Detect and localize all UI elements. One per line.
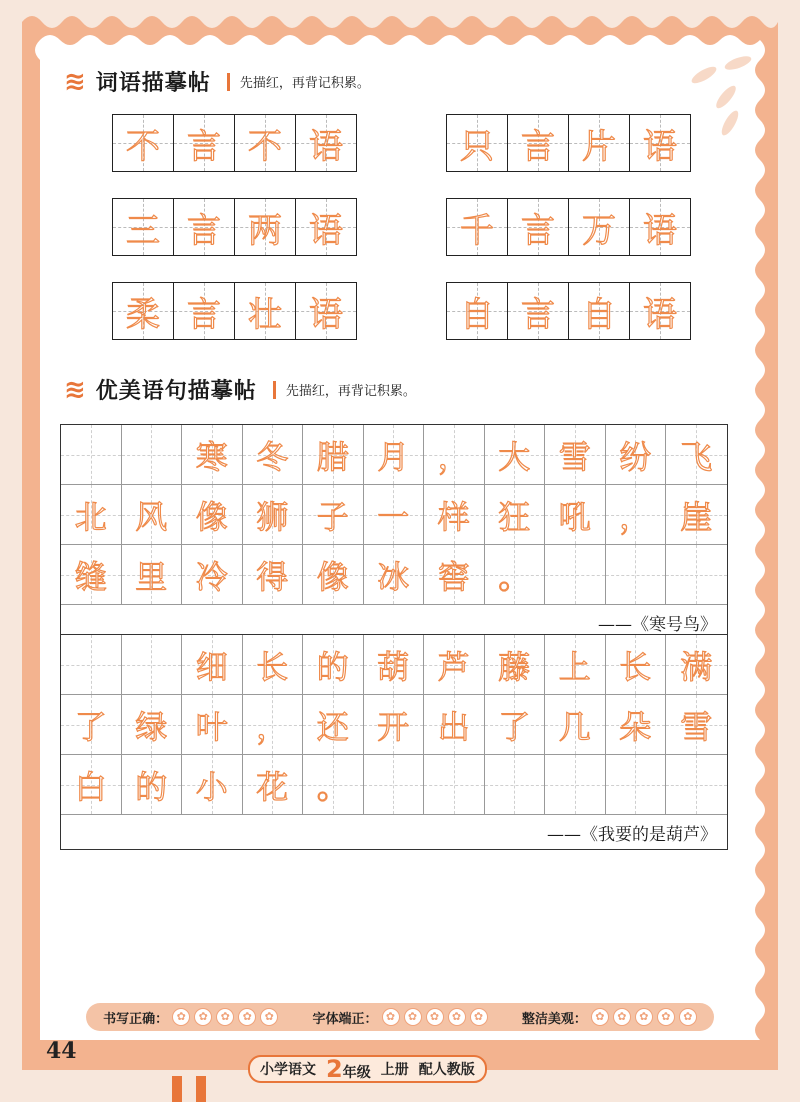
tracing-character: 语 [309,210,343,251]
tian-grid-cell[interactable] [485,635,546,694]
tian-grid-cell[interactable] [122,425,183,484]
tracing-character: 冬 [256,437,289,476]
tian-grid-cell[interactable] [508,283,569,339]
tracing-character: 几 [558,707,591,746]
tracing-character: 葫 [377,647,410,686]
flower-icon[interactable]: ✿ [426,1008,444,1026]
rating-item [312,1008,487,1027]
grid-row [61,635,727,695]
tian-grid-cell[interactable] [630,199,690,255]
tian-grid-cell[interactable] [666,545,727,604]
tracing-character: 子 [316,497,349,536]
tian-grid-cell[interactable] [182,425,243,484]
corner-mark [196,1076,206,1102]
tracing-character: 言 [187,126,221,167]
tracing-character: 里 [135,557,168,596]
tian-grid-cell[interactable] [122,545,183,604]
word-box [446,198,691,256]
tracing-character: 语 [643,126,677,167]
tian-grid-cell[interactable] [243,755,304,814]
tracing-character: 像 [316,557,349,596]
flower-icon[interactable]: ✿ [382,1008,400,1026]
tian-grid-cell[interactable] [303,425,364,484]
tian-grid-cell[interactable] [243,425,304,484]
tian-grid-cell[interactable] [364,755,425,814]
tracing-character: 大 [498,437,531,476]
flower-icon[interactable]: ✿ [635,1008,653,1026]
tracing-character: 只 [460,126,494,167]
tracing-character: 两 [248,210,282,251]
tracing-character: 满 [680,647,713,686]
rating-item [522,1008,697,1027]
tian-grid-cell[interactable] [243,695,304,754]
tian-grid-cell[interactable] [424,635,485,694]
footer-subject: 小学语文 [260,1062,316,1078]
tian-grid-cell[interactable] [235,199,296,255]
rating-label: 字体端正： [312,1011,378,1027]
tian-grid-cell[interactable] [364,695,425,754]
tian-grid-cell[interactable] [235,283,296,339]
tracing-character: 开 [377,707,410,746]
tian-grid-cell[interactable] [545,425,606,484]
tian-grid-cell[interactable] [296,199,356,255]
tracing-character: 样 [437,497,470,536]
tracing-character: 语 [309,126,343,167]
section2-title: 优美语句描摹帖 [95,379,257,404]
flower-icon[interactable]: ✿ [657,1008,675,1026]
tracing-character: 语 [643,294,677,335]
tian-grid-cell[interactable] [122,695,183,754]
tracing-character: 冰 [377,557,410,596]
tracing-character: 一 [377,497,410,536]
tracing-character: 。 [316,767,349,806]
tian-grid-cell[interactable] [666,695,727,754]
footer-grade-text: 年级 [342,1065,371,1081]
tracing-character: 雪 [558,437,591,476]
rating-label: 整洁美观： [521,1011,587,1027]
tracing-character: 言 [521,126,555,167]
tracing-character: 言 [187,210,221,251]
tian-grid-cell[interactable] [545,545,606,604]
tracing-character: 窖 [437,557,470,596]
wave-icon: ≋ [64,66,86,97]
tian-grid-cell[interactable] [243,545,304,604]
tracing-character: 月 [377,437,410,476]
tracing-character: 风 [135,497,168,536]
tracing-character: 言 [521,294,555,335]
tian-grid-cell[interactable] [243,635,304,694]
tian-grid-cell[interactable] [424,485,485,544]
tracing-character: 飞 [680,437,713,476]
tian-grid-cell[interactable] [606,545,667,604]
sentence-grid [60,424,728,640]
tian-grid-cell[interactable] [235,115,296,171]
tian-grid-cell[interactable] [545,635,606,694]
grid-row [61,425,727,485]
tian-grid-cell[interactable] [666,755,727,814]
tracing-character: ， [256,707,289,746]
flower-icon[interactable]: ✿ [260,1008,278,1026]
section1-title: 词语描摹帖 [95,71,211,96]
tracing-character: 了 [74,707,107,746]
word-box [446,114,691,172]
footer-edition: 配人教版 [418,1062,475,1078]
wave-icon: ≋ [64,374,86,405]
tian-grid-cell[interactable] [485,425,546,484]
tracing-character: 细 [195,647,228,686]
tian-grid-cell[interactable] [447,283,508,339]
flower-icon[interactable]: ✿ [470,1008,488,1026]
tracing-character: 出 [437,707,470,746]
tracing-character: 还 [316,707,349,746]
tian-grid-cell[interactable] [182,755,243,814]
tian-grid-cell[interactable] [174,283,235,339]
tracing-character: 冷 [195,557,228,596]
flower-icon[interactable]: ✿ [194,1008,212,1026]
tian-grid-cell[interactable] [545,755,606,814]
flower-icon[interactable]: ✿ [172,1008,190,1026]
tian-grid-cell[interactable] [424,545,485,604]
tian-grid-cell[interactable] [122,635,183,694]
tian-grid-cell[interactable] [630,115,690,171]
flower-icon[interactable]: ✿ [591,1008,609,1026]
tracing-character: 狂 [498,497,531,536]
tracing-character: 了 [498,707,531,746]
tian-grid-cell[interactable] [303,755,364,814]
tracing-character: 芦 [437,647,470,686]
tian-grid-cell[interactable] [296,283,356,339]
tracing-character: 纷 [619,437,652,476]
tian-grid-cell[interactable] [174,115,235,171]
tian-grid-cell[interactable] [61,425,122,484]
tian-grid-cell[interactable] [545,485,606,544]
tian-grid-cell[interactable] [61,635,122,694]
sentence-grid [60,634,728,850]
passage-source: ——《寒号鸟》 [598,614,717,635]
tian-grid-cell[interactable] [303,635,364,694]
tracing-character: 不 [126,126,160,167]
flower-icon[interactable]: ✿ [238,1008,256,1026]
grid-row [61,755,727,815]
tracing-character: 白 [74,767,107,806]
tian-grid-cell[interactable] [113,283,174,339]
flower-icon[interactable]: ✿ [613,1008,631,1026]
tian-grid-cell[interactable] [303,485,364,544]
flower-icon[interactable]: ✿ [404,1008,422,1026]
corner-mark [172,1076,182,1102]
tracing-character: 朵 [619,707,652,746]
tracing-character: 长 [256,647,289,686]
tian-grid-cell[interactable] [182,485,243,544]
tracing-character: 吼 [558,497,591,536]
tian-grid-cell[interactable] [303,545,364,604]
tian-grid-cell[interactable] [569,115,630,171]
tracing-character: 自 [460,294,494,335]
tian-grid-cell[interactable] [364,545,425,604]
footer-grade-number: 2 [326,1055,343,1083]
tian-grid-cell[interactable] [113,199,174,255]
tian-grid-cell[interactable] [424,425,485,484]
tracing-character: 万 [582,210,616,251]
tian-grid-cell[interactable] [606,635,667,694]
tian-grid-cell[interactable] [508,115,569,171]
tian-grid-cell[interactable] [243,485,304,544]
section1-subtitle: 先描红，再背记积累。 [239,76,370,91]
tian-grid-cell[interactable] [485,545,546,604]
tracing-character: 绿 [135,707,168,746]
tracing-character: 的 [135,767,168,806]
flower-icon[interactable]: ✿ [679,1008,697,1026]
tian-grid-cell[interactable] [569,283,630,339]
tracing-character: 柔 [126,294,160,335]
tian-grid-cell[interactable] [666,485,727,544]
tracing-character: ， [619,497,652,536]
tian-grid-cell[interactable] [61,485,122,544]
tian-grid-cell[interactable] [485,485,546,544]
tian-grid-cell[interactable] [303,695,364,754]
tian-grid-cell[interactable] [364,425,425,484]
tian-grid-cell[interactable] [606,755,667,814]
tracing-character: 叶 [195,707,228,746]
section2-subtitle: 先描红，再背记积累。 [285,384,416,399]
footer-volume: 上册 [380,1062,409,1078]
tian-grid-cell[interactable] [364,485,425,544]
tracing-character: 片 [582,126,616,167]
word-box [112,114,357,172]
tian-grid-cell[interactable] [61,545,122,604]
rating-bar [86,1003,714,1031]
footer-badge [248,1055,487,1083]
tracing-character: 北 [74,497,107,536]
tian-grid-cell[interactable] [174,199,235,255]
tian-grid-cell[interactable] [630,283,690,339]
tian-grid-cell[interactable] [61,755,122,814]
grid-row [61,485,727,545]
tracing-character: 缝 [74,557,107,596]
tracing-character: 寒 [195,437,228,476]
tian-grid-cell[interactable] [296,115,356,171]
tian-grid-cell[interactable] [545,695,606,754]
tian-grid-cell[interactable] [113,115,174,171]
tracing-character: 言 [187,294,221,335]
tian-grid-cell[interactable] [182,695,243,754]
tian-grid-cell[interactable] [182,635,243,694]
tian-grid-cell[interactable] [424,695,485,754]
section1-heading [64,66,370,97]
tracing-character: 像 [195,497,228,536]
tracing-character: 得 [256,557,289,596]
tian-grid-cell[interactable] [424,755,485,814]
divider [227,73,230,91]
tracing-character: 言 [521,210,555,251]
tracing-character: 壮 [248,294,282,335]
tian-grid-cell[interactable] [122,485,183,544]
tracing-character: ， [437,437,470,476]
word-box [112,198,357,256]
passage-source: ——《我要的是葫芦》 [547,824,717,845]
tracing-character: 狮 [256,497,289,536]
tian-grid-cell[interactable] [447,199,508,255]
rating-label: 书写正确： [103,1011,169,1027]
tian-grid-cell[interactable] [606,425,667,484]
tracing-character: 花 [256,767,289,806]
divider [273,381,276,399]
tian-grid-cell[interactable] [485,755,546,814]
word-box [446,282,691,340]
page-number: 44 [46,1038,77,1064]
tian-grid-cell[interactable] [606,695,667,754]
tracing-character: 腊 [316,437,349,476]
grid-row [61,695,727,755]
tian-grid-cell[interactable] [569,199,630,255]
tracing-character: 上 [558,647,591,686]
flower-icon[interactable]: ✿ [448,1008,466,1026]
tian-grid-cell[interactable] [364,635,425,694]
tian-grid-cell[interactable] [61,695,122,754]
word-box [112,282,357,340]
tracing-character: 语 [643,210,677,251]
tracing-character: 语 [309,294,343,335]
tracing-character: 不 [248,126,282,167]
tian-grid-cell[interactable] [122,755,183,814]
tian-grid-cell[interactable] [666,635,727,694]
tracing-character: 雪 [680,707,713,746]
tracing-character: 。 [498,557,531,596]
grid-row [61,545,727,605]
tracing-character: 自 [582,294,616,335]
section2-heading [64,374,416,405]
tian-grid-cell[interactable] [606,485,667,544]
tracing-character: 千 [460,210,494,251]
tian-grid-cell[interactable] [485,695,546,754]
tracing-character: 长 [619,647,652,686]
tian-grid-cell[interactable] [182,545,243,604]
flower-icon[interactable]: ✿ [216,1008,234,1026]
tracing-character: 小 [195,767,228,806]
tracing-character: 的 [316,647,349,686]
tracing-character: 三 [126,210,160,251]
tracing-character: 藤 [498,647,531,686]
tracing-character: 崖 [680,497,713,536]
tian-grid-cell[interactable] [666,425,727,484]
tian-grid-cell[interactable] [447,115,508,171]
tian-grid-cell[interactable] [508,199,569,255]
rating-item [103,1008,278,1027]
